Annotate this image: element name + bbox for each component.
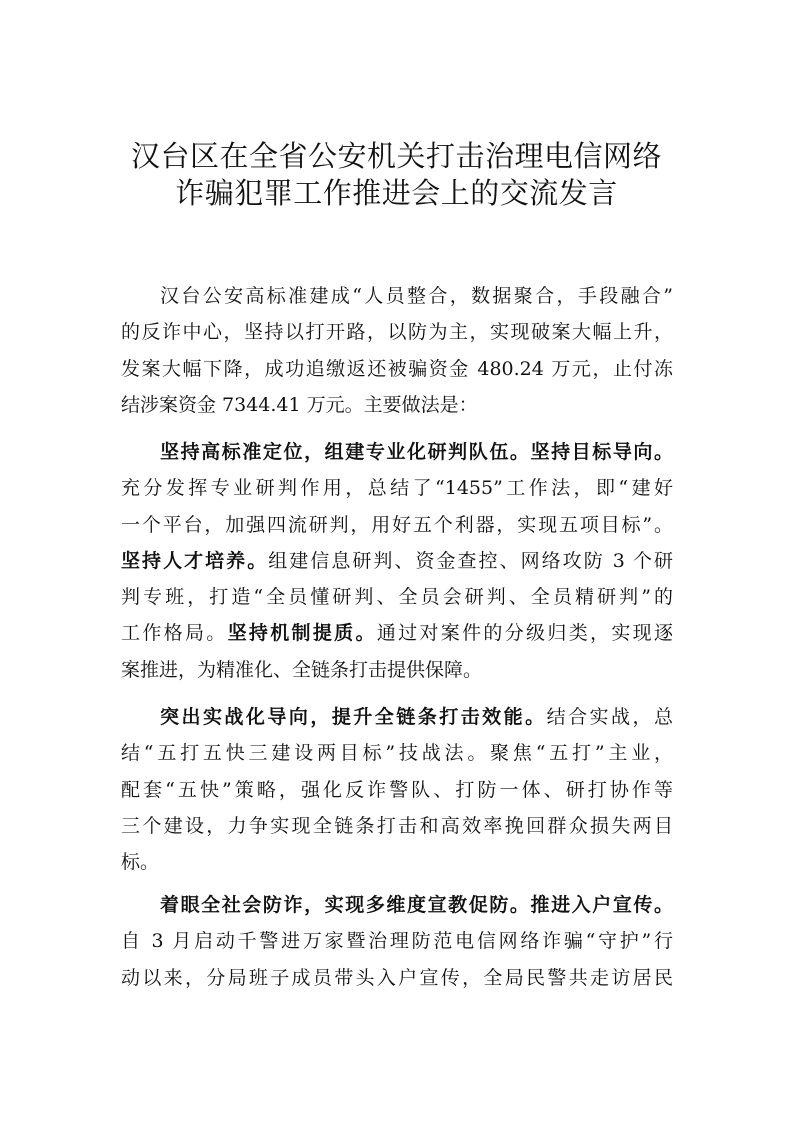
text-line — [121, 579, 673, 615]
body-text: 充分发挥专业研判作用，总结了“1455”工作法，即“建好 — [121, 477, 673, 500]
text-line — [121, 844, 673, 880]
text-line — [121, 735, 673, 771]
body-text: 配套“五快”策略，强化反诈警队、打防一体、研打协作等 — [121, 778, 673, 801]
bold-heading-text: 着眼全社会防诈，实现多维度宣教促防。推进入户宣传。 — [160, 894, 673, 916]
text-line — [121, 387, 673, 423]
text-line — [121, 960, 673, 996]
text-line — [121, 887, 673, 923]
paragraph-research-team — [121, 434, 673, 688]
text-line — [121, 434, 673, 470]
body-text: 通过对案件的分级归类，实现逐 — [376, 622, 673, 645]
text-line — [121, 278, 673, 314]
body-text: 结涉案资金 7344.41 万元。主要做法是： — [121, 393, 478, 416]
text-line — [121, 772, 673, 808]
text-line — [121, 808, 673, 844]
body-text: 的反诈中心，坚持以打开路，以防为主，实现破案大幅上升， — [121, 321, 673, 344]
body-text: 组建信息研判、资金查控、网络攻防 3 个研 — [268, 549, 673, 572]
body-text: 动以来，分局班子成员带头入户宣传，全局民警共走访居民 — [121, 966, 673, 989]
body-text: 汉台公安高标准建成“人员整合，数据聚合，手段融合” — [160, 285, 673, 307]
text-line — [121, 923, 673, 959]
body-text: 工作格局。 — [121, 622, 228, 645]
body-text: 结合实战，总 — [546, 706, 673, 728]
title-line: 汉台区在全省公安机关打击治理电信网络 — [130, 139, 662, 173]
paragraph-combat-efficiency — [121, 699, 673, 880]
text-line — [121, 699, 673, 735]
bold-heading-text: 坚持机制提质。 — [227, 622, 377, 645]
body-text: 一个平台，加强四流研判，用好五个利器，实现五项目标”。 — [121, 513, 673, 536]
text-line — [121, 543, 673, 579]
bold-heading-text: 突出实战化导向，提升全链条打击效能。 — [160, 706, 547, 728]
bold-heading-text: 坚持高标准定位，组建专业化研判队伍。坚持目标导向。 — [160, 441, 673, 463]
text-line — [121, 470, 673, 506]
text-line — [121, 314, 673, 350]
text-line — [121, 615, 673, 651]
title-line: 诈骗犯罪工作推进会上的交流发言 — [175, 176, 618, 210]
body-text: 自 3 月启动千警进万家暨治理防范电信网络诈骗“守护”行 — [121, 930, 673, 953]
body-text: 发案大幅下降，成功追缴返还被骗资金 480.24 万元，止付冻 — [121, 357, 673, 380]
body-text: 三个建设，力争实现全链条打击和高效率挽回群众损失两目 — [121, 814, 673, 837]
text-line — [121, 652, 673, 688]
paragraph-social-prevention — [121, 887, 673, 996]
bold-heading-text: 坚持人才培养。 — [121, 549, 269, 572]
document-title — [0, 138, 793, 212]
text-line — [121, 351, 673, 387]
body-text: 判专班，打造“全员懂研判、全员会研判、全员精研判”的 — [121, 586, 673, 609]
text-line — [121, 507, 673, 543]
body-text: 案推进，为精准化、全链条打击提供保障。 — [121, 658, 483, 681]
paragraph-intro — [121, 278, 673, 423]
body-text: 标。 — [121, 851, 160, 874]
body-text: 结“五打五快三建设两目标”技战法。聚焦“五打”主业， — [121, 742, 673, 765]
